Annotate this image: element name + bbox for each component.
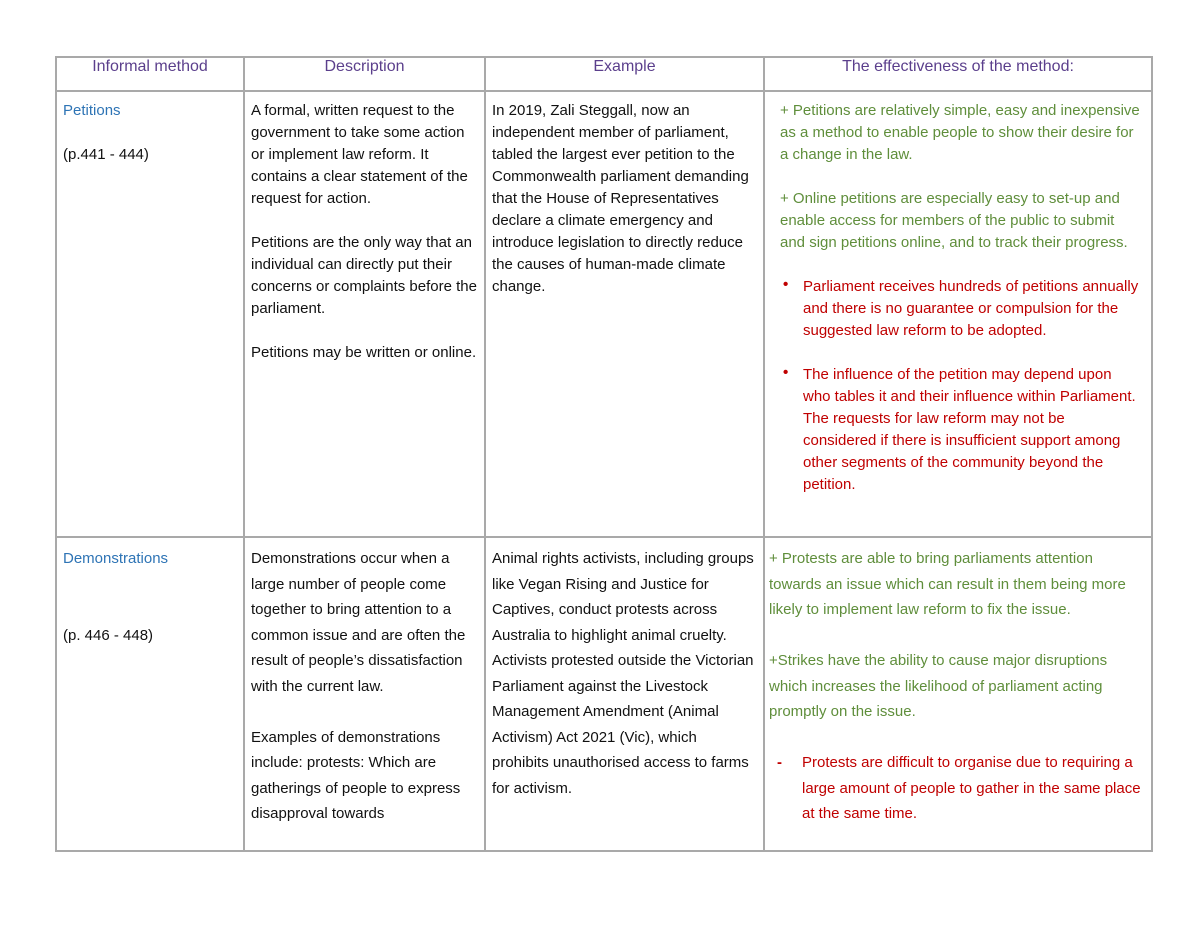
description-paragraph: Examples of demonstrations include: protests: Which are gatherings of people to express disapproval towards (251, 728, 461, 822)
dash-icon: - (777, 754, 782, 771)
example-cell (485, 91, 764, 537)
header-informal-method: Informal method (56, 57, 244, 91)
method-cell (56, 537, 244, 851)
table-row (56, 91, 1152, 537)
header-description: Description (244, 57, 485, 91)
effectiveness-positive: + Protests are able to bring parliaments attention towards an issue which can result in them being more likely to implement law reform to fix the issue. (769, 550, 1126, 618)
effectiveness-negative-text: The influence of the petition may depend upon who tables it and their influence within Parliament. The requests for law reform may not be considered if there is insufficient support among other segments of the community beyond the petition. (803, 366, 1136, 493)
header-row (56, 57, 1152, 91)
description-cell (244, 537, 485, 851)
effectiveness-cell (764, 537, 1152, 851)
example-paragraph: Animal rights activists, including groups like Vegan Rising and Justice for Captives, conduct protests across Australia to highlight animal cruelty. (492, 550, 754, 644)
method-pages: (p.441 - 444) (63, 146, 149, 163)
effectiveness-negative (780, 276, 1141, 342)
description-paragraph: A formal, written request to the government to take some action or implement law reform. It contains a clear statement of the request for action. (251, 102, 468, 207)
effectiveness-positive: +Strikes have the ability to cause major disruptions which increases the likelihood of parliament acting promptly on the issue. (769, 652, 1108, 720)
table-row (56, 537, 1152, 851)
description-cell (244, 91, 485, 537)
effectiveness-positive: + Petitions are relatively simple, easy and inexpensive as a method to enable people to show their desire for a change in the law. (780, 102, 1140, 163)
description-paragraph: Demonstrations occur when a large number of people come together to bring attention to a common issue and are often the result of people’s dissatisfaction with the current law. (251, 550, 466, 695)
description-paragraph: Petitions may be written or online. (251, 344, 477, 361)
method-name: Demonstrations (63, 550, 169, 567)
example-paragraph: Activists protested outside the Victorian Parliament against the Livestock Management Amendment (Animal Activism) Act 2021 (Vic), which prohibits unauthorised access to farms for activism. (492, 652, 754, 797)
header-effectiveness: The effectiveness of the method: (764, 57, 1152, 91)
description-paragraph: Petitions are the only way that an individual can directly put their concerns or complaints before the parliament. (251, 234, 477, 317)
method-cell (56, 91, 244, 537)
header-example: Example (485, 57, 764, 91)
effectiveness-negative (780, 364, 1141, 496)
effectiveness-negative-text: Protests are difficult to organise due to requiring a large amount of people to gather in the same place at the same time. (802, 754, 1141, 822)
informal-methods-table (55, 56, 1153, 852)
effectiveness-positive: + Online petitions are especially easy to set-up and enable access for members of the public to submit and sign petitions online, and to track their progress. (780, 190, 1128, 251)
bullet-icon: • (783, 364, 789, 381)
method-name: Petitions (63, 102, 121, 119)
example-cell (485, 537, 764, 851)
bullet-icon: • (783, 276, 789, 293)
effectiveness-cell (764, 91, 1152, 537)
effectiveness-negative-text: Parliament receives hundreds of petitions annually and there is no guarantee or compulsion for the suggested law reform to be adopted. (803, 278, 1139, 339)
method-pages: (p. 446 - 448) (63, 626, 154, 644)
effectiveness-negative (769, 750, 1141, 827)
example-paragraph: In 2019, Zali Steggall, now an independent member of parliament, tabled the largest ever petition to the Commonwealth parliament demanding that the House of Representatives declare a climate emergency and introduce legislation to directly reduce the causes of human-made climate change. (492, 102, 749, 295)
